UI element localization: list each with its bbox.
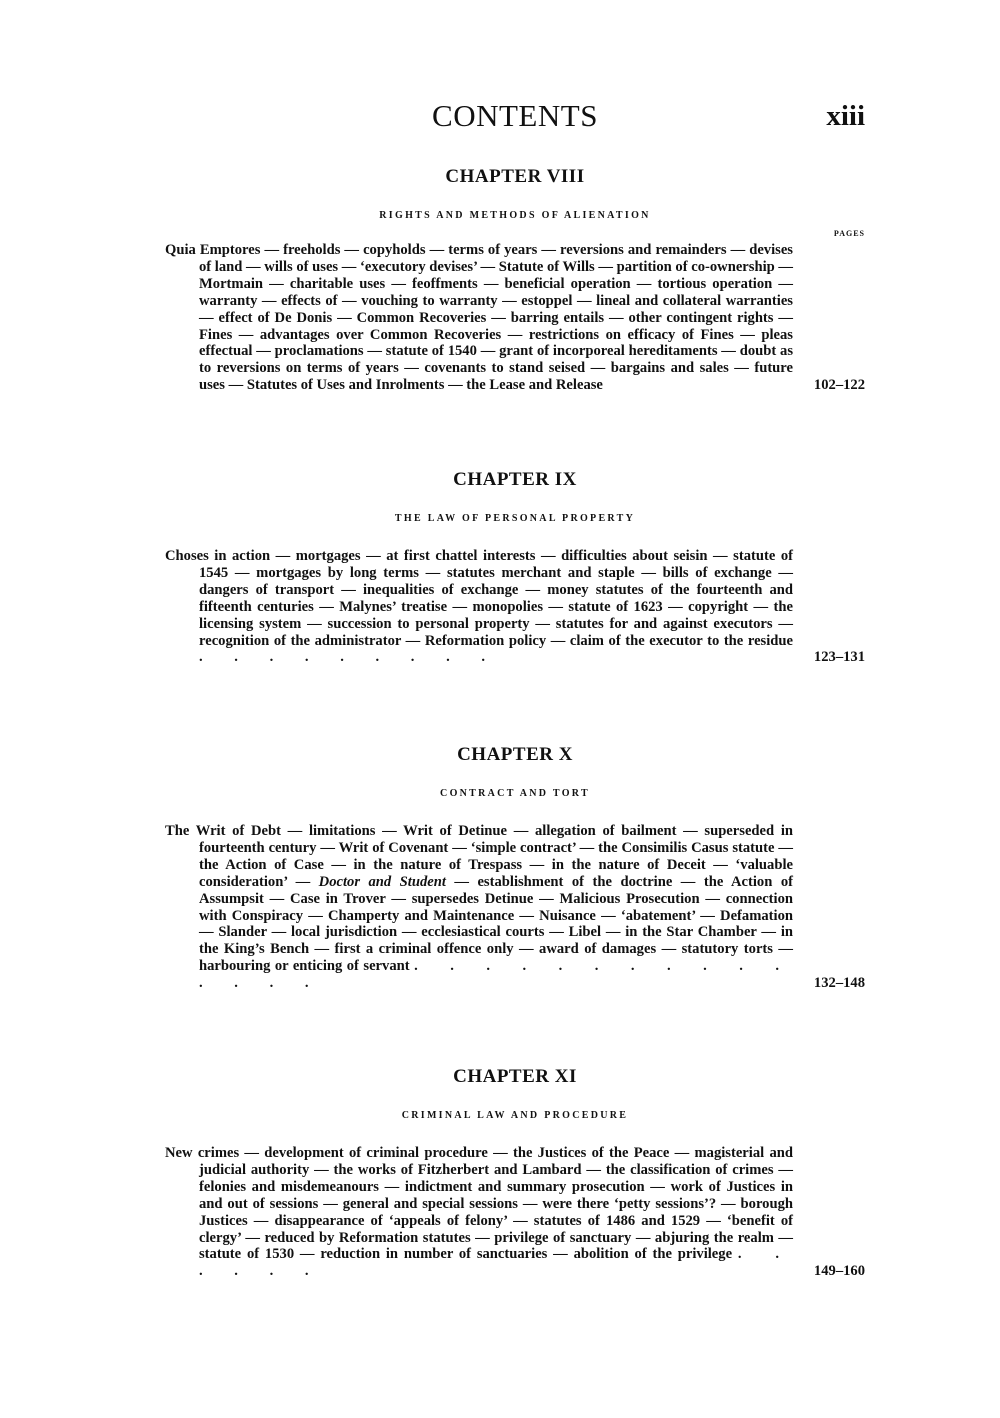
- page-range: 132–148: [813, 975, 865, 992]
- chapter-subtitle: CRIMINAL LAW AND PROCEDURE: [401, 1110, 629, 1121]
- chapter-viii: [165, 166, 865, 394]
- summary-text: Choses in action — mortgages — at first chattel interests — difficulties about seisin — statute of 1545 — mortgages by long terms — statutes merchant and staple — bills of exchange — dangers of transport — inequalities of exchange — money statutes of the fourteenth and fifteenth centuries — Malynes’ treatise — monopolies — statute of 1623 — copyright — the licensing system — succession to personal property — statutes for and against executors — recognition of the administrator — Reformation policy — claim of the executor to the residue: [165, 548, 793, 649]
- leader-dots: . . . . . . . . .: [199, 649, 500, 666]
- leader-dots: . . . . . .: [199, 1246, 793, 1280]
- chapter-title: CHAPTER X: [457, 744, 573, 765]
- chapter-summary: [165, 823, 865, 992]
- chapter-title: CHAPTER IX: [453, 469, 577, 490]
- summary-italic-title: Doctor and Student: [318, 873, 446, 890]
- page-number: xiii: [826, 100, 865, 132]
- page-range: 149–160: [813, 1263, 865, 1280]
- chapter-subtitle: THE LAW OF PERSONAL PROPERTY: [394, 513, 636, 524]
- page-header: [165, 98, 865, 138]
- summary-text: New crimes — development of criminal procedure — the Justices of the Peace — magisterial and judicial authority — the works of Fitzherbert and Lambard — the classification of crimes — felonies and misdemeanours — indictment and summary prosecution — work of Justices in and out of sessions — general and special sessions — were there ‘petty sessions’? — borough Justices — disappearance of ‘appeals of felony’ — statutes of 1486 and 1529 — ‘benefit of clergy’ — reduced by Reformation statutes — privilege of sanctuary — abjuring the realm — statute of 1530 — reduction in number of sanctuaries — abolition of the privilege: [165, 1145, 793, 1263]
- running-title: CONTENTS: [432, 98, 598, 133]
- chapter-xi: [165, 1066, 865, 1280]
- chapter-ix: [165, 469, 865, 666]
- chapter-subtitle: RIGHTS AND METHODS OF ALIENATION: [379, 210, 651, 221]
- pages-column-label: PAGES: [833, 229, 865, 238]
- chapter-summary: [165, 1145, 865, 1280]
- summary-text-start: The Writ of Debt — limitations — Writ of Detinue — allegation of bailment — superseded in fourteenth century — Writ of Covenant — ‘simple contract’ — the Consimilis Casus statute — the Action of Case — in the nature of Trespass — in the nature of Deceit — ‘valuable consideration’ —: [165, 823, 793, 890]
- chapter-title: CHAPTER VIII: [445, 166, 585, 187]
- chapter-summary: [165, 242, 865, 394]
- page-range: 123–131: [813, 649, 865, 666]
- chapter-subtitle: CONTRACT AND TORT: [440, 788, 590, 799]
- leader-dots: . . . . . . . . . . . . . . .: [199, 958, 793, 992]
- chapter-x: [165, 744, 865, 992]
- summary-text: Quia Emptores — freeholds — copyholds — terms of years — reversions and remainders — devises of land — wills of uses — ‘executory devises’ — Statute of Wills — partition of co-ownership — Mortmain — charitable uses — feoffments — beneficial operation — tortious operation — warranty — effects of — vouching to warranty — estoppel — lineal and collateral warranties — effect of De Donis — Common Recoveries — barring entails — other contingent rights — Fines — advantages over Common Recoveries — restrictions on efficacy of Fines — pleas effectual — proclamations — statute of 1540 — grant of incorporeal hereditaments — doubt as to reversions on terms of years — covenants to stand seised — bargains and sales — future uses — Statutes of Uses and Inrolments — the Lease and Release: [165, 242, 793, 394]
- page-range: 102–122: [813, 377, 865, 394]
- chapter-summary: [165, 548, 865, 666]
- summary-text-end: — establishment of the doctrine — the Action of Assumpsit — Case in Trover — supersedes Detinue — Malicious Prosecution — connection with Conspiracy — Champerty and Maintenance — Nuisance — ‘abatement’ — Defamation — Slander — local jurisdiction — ecclesiastical courts — Libel — in the Star Chamber — in the King’s Bench — first a criminal offence only — award of damages — statutory torts — harbouring or enticing of servant: [199, 873, 793, 975]
- chapter-title: CHAPTER XI: [453, 1066, 577, 1087]
